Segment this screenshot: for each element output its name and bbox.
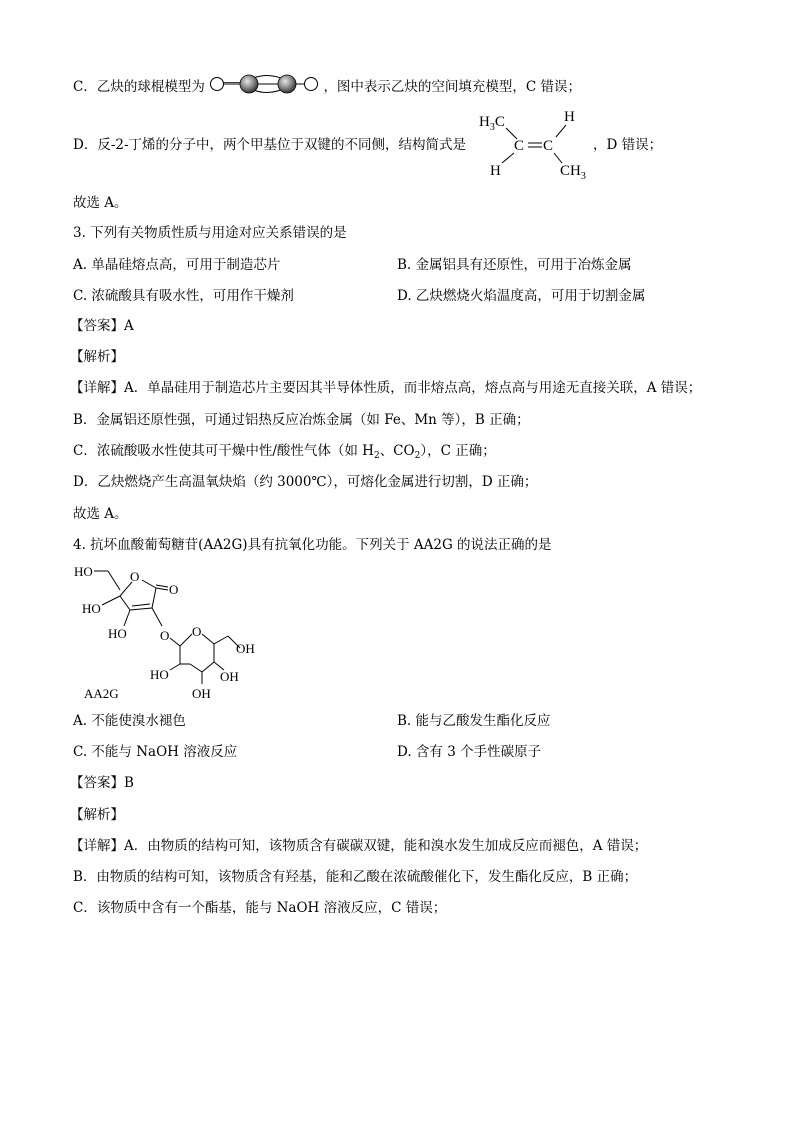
q3-answer bbox=[70, 316, 134, 336]
q4-detail-a: 【详解】A．由物质的结构可知，该物质含有碳碳双键，能和溴水发生加成反应而褪色，A 错误； bbox=[70, 838, 648, 854]
answer-label: 【答案】 bbox=[70, 775, 124, 791]
trans-2-butene-structure bbox=[476, 103, 596, 181]
acetylene-ball-stick-model bbox=[209, 72, 319, 92]
q4-option-c: C. 不能与 NaOH 溶液反应 bbox=[73, 744, 238, 760]
label-ho-4: HO bbox=[150, 667, 169, 682]
label-oh-6: OH bbox=[220, 669, 239, 684]
label-ring-o: O bbox=[130, 569, 140, 584]
q4-analysis-label: 【解析】 bbox=[70, 807, 124, 823]
option-d-text: D．反-2-丁烯的分子中，两个甲基位于双键的不同侧，结构简式是 bbox=[73, 137, 467, 153]
label-ho-2: HO bbox=[82, 601, 101, 616]
h-bottom-left: H bbox=[490, 163, 501, 179]
answer-label: 【答案】 bbox=[70, 318, 124, 334]
carbon-left: C bbox=[514, 138, 525, 154]
q3-detail-b: B．金属铝还原性强，可通过铝热反应冶炼金属（如 Fe、Mn 等），B 正确； bbox=[73, 412, 530, 428]
option-d-suffix: ，D 错误； bbox=[593, 137, 663, 153]
ch3-label: $CH_3$ bbox=[560, 163, 586, 181]
answer-value: A bbox=[124, 318, 134, 334]
label-keto-o: O bbox=[169, 582, 179, 597]
q3-option-d: D. 乙炔燃烧火焰温度高，可用于切割金属 bbox=[397, 288, 646, 304]
q3-option-a: A. 单晶硅熔点高，可用于制造芯片 bbox=[73, 257, 281, 273]
q4-answer bbox=[70, 773, 134, 793]
q4-detail-c: C．该物质中含有一个酯基，能与 NaOH 溶液反应，C 错误； bbox=[73, 900, 447, 916]
q4-detail-b: B．由物质的结构可知，该物质含有羟基，能和乙酸在浓硫酸催化下，发生酯化反应，B 正确； bbox=[73, 869, 638, 885]
q3-detail-c: C．浓硫酸吸水性使其可干燥中性/酸性气体（如 $H_2$、$CO_2$），C 正确； bbox=[73, 443, 496, 461]
answer-value: B bbox=[124, 775, 134, 791]
label-link-o: O bbox=[160, 628, 170, 643]
q3-option-b: B. 金属铝具有还原性，可用于冶炼金属 bbox=[397, 257, 632, 273]
label-aa2g: AA2G bbox=[84, 686, 119, 701]
q3-analysis-label: 【解析】 bbox=[70, 349, 124, 365]
label-ring2-o: O bbox=[192, 624, 202, 639]
h-top-right: H bbox=[564, 109, 575, 125]
option-c-prefix: C．乙炔的球棍模型为 bbox=[73, 79, 205, 95]
carbon-right: C bbox=[543, 138, 554, 154]
q4-option-d: D. 含有 3 个手性碳原子 bbox=[397, 744, 542, 760]
label-ho-top: HO bbox=[74, 564, 93, 579]
select-answer-1: 故选 A。 bbox=[73, 195, 128, 211]
q4-option-b: B. 能与乙酸发生酯化反应 bbox=[397, 713, 551, 729]
aa2g-structure bbox=[72, 558, 272, 706]
q4-option-a: A. 不能使溴水褪色 bbox=[73, 713, 186, 729]
q3-option-c: C. 浓硫酸具有吸水性，可用作干燥剂 bbox=[73, 288, 294, 304]
option-c-suffix: ，图中表示乙炔的空间填充模型，C 错误； bbox=[323, 79, 582, 95]
q3-detail-a: 【详解】A．单晶硅用于制造芯片主要因其半导体性质，而非熔点高，熔点高与用途无直接关联，A 错误； bbox=[70, 380, 702, 396]
option-c-line bbox=[73, 72, 581, 97]
q3-detail-d: D．乙炔燃烧产生高温氧炔焰（约 3000℃），可熔化金属进行切割，D 正确； bbox=[73, 474, 538, 490]
q3-stem: 3. 下列有关物质性质与用途对应关系错误的是 bbox=[73, 225, 347, 241]
h3c-label: $H_3C$ bbox=[479, 114, 505, 133]
q3-select: 故选 A。 bbox=[73, 506, 128, 522]
option-d-line bbox=[73, 135, 466, 155]
label-oh-right: OH bbox=[236, 641, 255, 656]
label-oh-5: OH bbox=[192, 686, 211, 701]
q4-stem: 4. 抗坏血酸葡萄糖苷(AA2G)具有抗氧化功能。下列关于 AA2G 的说法正确的是 bbox=[73, 537, 552, 553]
label-ho-3: HO bbox=[108, 626, 127, 641]
